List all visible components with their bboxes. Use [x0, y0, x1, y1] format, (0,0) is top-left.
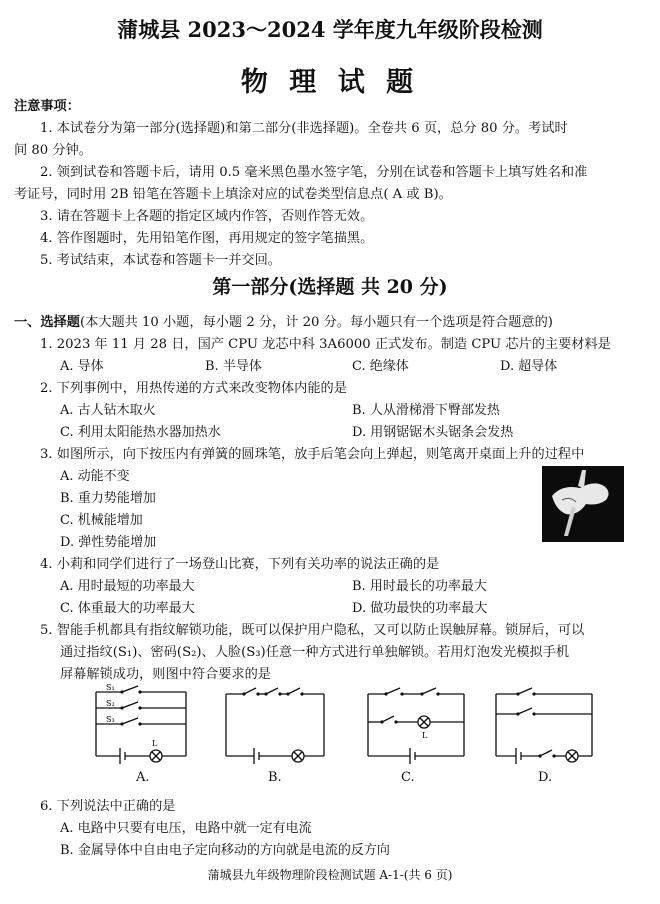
q5-option-c-label: C. [401, 770, 415, 785]
circuit-diagram-c [360, 684, 472, 768]
q5-stem-line1: 5. 智能手机都具有指纹解锁功能，既可以保护用户隐私，又可以防止误触屏幕。锁屏后，可以 [40, 623, 585, 638]
q2-option-a: A. 古人钻木取火 [60, 403, 156, 418]
circuit-diagram-b [220, 684, 332, 768]
switch-s3-label: S₃ [106, 715, 115, 724]
q5-option-d-label: D. [538, 770, 553, 785]
page-footer: 蒲城县九年级物理阶段检测试题 A-1-(共 6 页) [207, 868, 453, 882]
pen-pressing-photo [542, 466, 624, 542]
part1-title: 第一部分(选择题 共 20 分) [212, 276, 448, 298]
q4-option-d: D. 做功最快的功率最大 [352, 601, 488, 616]
q5-stem-line2: 通过指纹(S₁)、密码(S₂)、人脸(S₃)任意一种方式进行单独解锁。若用灯泡发光模拟手机 [60, 645, 570, 660]
notice-line: 3. 请在答题卡上各题的指定区域内作答，否则作答无效。 [40, 209, 374, 224]
q4-option-c: C. 体重最大的功率最大 [60, 601, 195, 616]
q3-option-b: B. 重力势能增加 [60, 491, 156, 506]
notice-line: 间 80 分钟。 [14, 143, 92, 158]
q6-option-a: A. 电路中只要有电压，电路中就一定有电流 [60, 821, 312, 836]
q1-option-b: B. 半导体 [205, 359, 262, 374]
q5-stem-line3: 屏幕解锁成功，则图中符合要求的是 [60, 667, 271, 682]
exam-title: 蒲城县 2023～2024 学年度九年级阶段检测 [117, 17, 543, 42]
q2-stem: 2. 下列事例中，用热传递的方式来改变物体内能的是 [40, 381, 347, 396]
q3-stem: 3. 如图所示，向下按压内有弹簧的圆珠笔，放手后笔会向上弹起，则笔离开桌面上升的过程中 [40, 447, 585, 462]
q2-option-b: B. 人从滑梯滑下臀部发热 [352, 403, 500, 418]
notice-line: 4. 答作图题时，先用铅笔作图，再用规定的签字笔描黑。 [40, 231, 374, 246]
q5-option-a-label: A. [136, 770, 150, 785]
circuit-diagram-d [488, 684, 600, 768]
lamp-label: L [152, 739, 158, 748]
q1-option-a: A. 导体 [60, 359, 104, 374]
lamp-label: L [422, 731, 428, 740]
circuit-diagram-a [86, 684, 198, 768]
notice-heading: 注意事项： [14, 99, 80, 114]
switch-s2-label: S₂ [106, 699, 115, 708]
q3-option-a: A. 动能不变 [60, 469, 130, 484]
q4-option-b: B. 用时最长的功率最大 [352, 579, 487, 594]
q1-option-c: C. 绝缘体 [352, 359, 409, 374]
q4-stem: 4. 小莉和同学们进行了一场登山比赛，下列有关功率的说法正确的是 [40, 557, 440, 572]
switch-s1-label: S₁ [106, 684, 115, 692]
section-desc: (本大题共 10 小题，每小题 2 分，计 20 分。每小题只有一个选项是符合题意的) [79, 315, 553, 330]
q3-option-c: C. 机械能增加 [60, 513, 143, 528]
section-intro [14, 311, 553, 330]
notice-line: 2. 领到试卷和答题卡后，请用 0.5 毫米黑色墨水签字笔，分别在试卷和答题卡上填写姓名和准 [40, 165, 588, 180]
q1-option-d: D. 超导体 [500, 359, 558, 374]
q6-option-b: B. 金属导体中自由电子定向移动的方向就是电流的反方向 [60, 843, 390, 858]
q4-option-a: A. 用时最短的功率最大 [60, 579, 195, 594]
q2-option-d: D. 用钢锯锯木头锯条会发热 [352, 425, 514, 440]
q5-option-b-label: B. [268, 770, 282, 785]
q3-option-d: D. 弹性势能增加 [60, 535, 157, 550]
notice-line: 1. 本试卷分为第一部分(选择题)和第二部分(非选择题)。全卷共 6 页，总分 80 分。考试时 [40, 121, 568, 136]
q6-stem: 6. 下列说法中正确的是 [40, 799, 176, 814]
q1-stem: 1. 2023 年 11 月 28 日，国产 CPU 龙芯中科 3A6000 正式发布。制造 CPU 芯片的主要材料是 [40, 337, 611, 352]
subject-title: 物 理 试 题 [240, 67, 420, 98]
q2-option-c: C. 利用太阳能热水器加热水 [60, 425, 221, 440]
notice-line: 5. 考试结束，本试卷和答题卡一并交回。 [40, 253, 281, 268]
section-label: 一、选择题 [14, 315, 80, 330]
notice-line: 考证号，同时用 2B 铅笔在答题卡上填涂对应的试卷类型信息点( A 或 B)。 [14, 187, 452, 202]
